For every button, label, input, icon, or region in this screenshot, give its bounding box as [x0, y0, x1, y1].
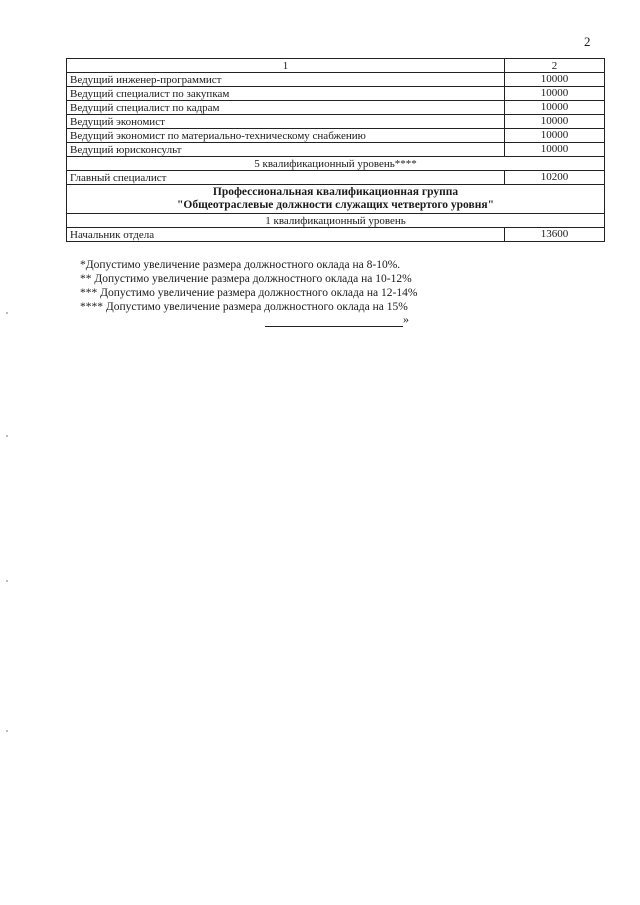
footnote: ** Допустимо увеличение размера должностного оклада на 10-12%	[80, 273, 412, 285]
footnote: *Допустимо увеличение размера должностного оклада на 8-10%.	[80, 259, 401, 271]
qualification-level-label: 5 квалификационный уровень****	[67, 157, 605, 171]
table-row	[67, 171, 605, 185]
scan-margin-mark	[6, 580, 8, 582]
position-name: Ведущий экономист	[67, 115, 505, 129]
table-row	[67, 101, 605, 115]
scan-margin-mark	[6, 312, 8, 314]
position-name: Ведущий специалист по кадрам	[67, 101, 505, 115]
table-row	[67, 115, 605, 129]
qualification-group-heading	[67, 185, 605, 214]
salary-value: 10000	[505, 129, 605, 143]
position-name: Ведущий инженер-программист	[67, 73, 505, 87]
group-heading-line-1: Профессиональная квалификационная группа	[212, 186, 459, 198]
position-name: Ведущий экономист по материально-техническому снабжению	[67, 129, 505, 143]
table-row	[67, 129, 605, 143]
page-number: 2	[584, 34, 591, 49]
scan-margin-mark	[6, 435, 8, 437]
footnote: *** Допустимо увеличение размера должностного оклада на 12-14%	[80, 287, 418, 299]
qualification-group-row	[67, 185, 605, 214]
table-row	[67, 73, 605, 87]
closing-rule	[265, 316, 403, 327]
position-name: Главный специалист	[67, 171, 505, 185]
salary-value: 13600	[505, 228, 605, 242]
salary-value: 10000	[505, 143, 605, 157]
salary-table	[66, 58, 605, 242]
position-name: Ведущий специалист по закупкам	[67, 87, 505, 101]
column-header-1: 1	[67, 59, 505, 73]
table-row	[67, 87, 605, 101]
qualification-level-row	[67, 157, 605, 171]
qualification-level-label: 1 квалификационный уровень	[67, 214, 605, 228]
closing-line	[265, 312, 410, 327]
scan-margin-mark	[6, 730, 8, 732]
salary-value: 10000	[505, 87, 605, 101]
salary-value: 10000	[505, 73, 605, 87]
salary-value: 10000	[505, 115, 605, 129]
table-row	[67, 228, 605, 242]
salary-value: 10000	[505, 101, 605, 115]
footnote: **** Допустимо увеличение размера должностного оклада на 15%	[80, 301, 408, 313]
column-header-2: 2	[505, 59, 605, 73]
salary-value: 10200	[505, 171, 605, 185]
footnotes	[80, 258, 417, 314]
group-heading-line-2: "Общеотраслевые должности служащих четвертого уровня"	[177, 199, 494, 211]
table-row	[67, 143, 605, 157]
table-header-row	[67, 59, 605, 73]
qualification-level-row	[67, 214, 605, 228]
position-name: Начальник отдела	[67, 228, 505, 242]
position-name: Ведущий юрисконсульт	[67, 143, 505, 157]
closing-quote: »	[403, 312, 409, 326]
